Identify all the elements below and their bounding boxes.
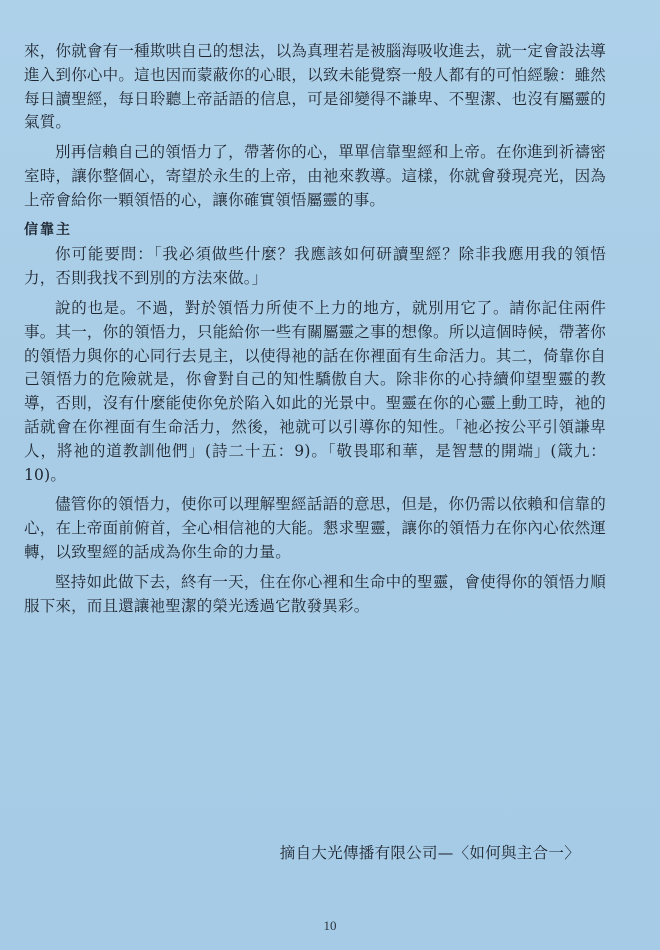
paragraph-continuation: 來，你就會有一種欺哄自己的想法，以為真理若是被腦海吸收進去，就一定會設法導進入到你心中。這也因而蒙蔽你的心眼，以致未能覺察一般人都有的可怕經驗：雖然每日讀聖經，每日聆聽上帝話語的信息，可是卻變得不謙卑、不聖潔、也沒有屬靈的氣質。: [24, 42, 606, 132]
paragraph-question: 你可能要問：「我必須做些什麼？我應該如何研讀聖經？除非我應用我的領悟力，否則我找不到別的方法來做。」: [24, 245, 606, 288]
page-number: 10: [323, 918, 337, 933]
document-body: [24, 40, 606, 624]
paragraph-two-things: 說的也是。不過，對於領悟力所使不上力的地方，就別用它了。請你記住兩件事。其一，你的領悟力，只能給你一些有關屬靈之事的想像。所以這個時候，帶著你的領悟力與你的心同行去見主，以使得祂的話在你裡面有生命活力。其二，倚靠你自己領悟力的危險就是，你會對自己的知性驕傲自大。除非你的心持續仰望聖靈的教導，否則，沒有什麼能使你免於陷入如此的光景中。聖靈在你的心靈上動工時，祂的話就會在你裡面有生命活力，然後，祂就可以引導你的知性。「祂必按公平引領謙卑人，將祂的道教訓他們」(詩二十五：9)。「敬畏耶和華，是智慧的開端」(箴九：10)。: [24, 298, 606, 484]
paragraph-trust-scripture: 別再信賴自己的領悟力了，帶著你的心，單單信靠聖經和上帝。在你進到祈禱密室時，讓你整個心，寄望於永生的上帝，由祂來教導。這樣，你就會發現亮光，因為上帝會給你一顆領悟的心，讓你確實領悟屬靈的事。: [24, 143, 606, 209]
section-heading: 信靠主: [24, 221, 72, 238]
source-attribution: 摘自大光傳播有限公司—〈如何與主合一〉: [279, 844, 580, 862]
paragraph-although: 儘管你的領悟力，使你可以理解聖經話語的意思，但是，你仍需以依賴和信靠的心，在上帝面前俯首，全心相信祂的大能。懇求聖靈，讓你的領悟力在你內心依然運轉，以致聖經的話成為你生命的力量。: [24, 495, 606, 561]
paragraph-persist: 堅持如此做下去，終有一天，住在你心裡和生命中的聖靈，會使得你的領悟力順服下來，而且還讓祂聖潔的榮光透過它散發異彩。: [24, 572, 606, 615]
